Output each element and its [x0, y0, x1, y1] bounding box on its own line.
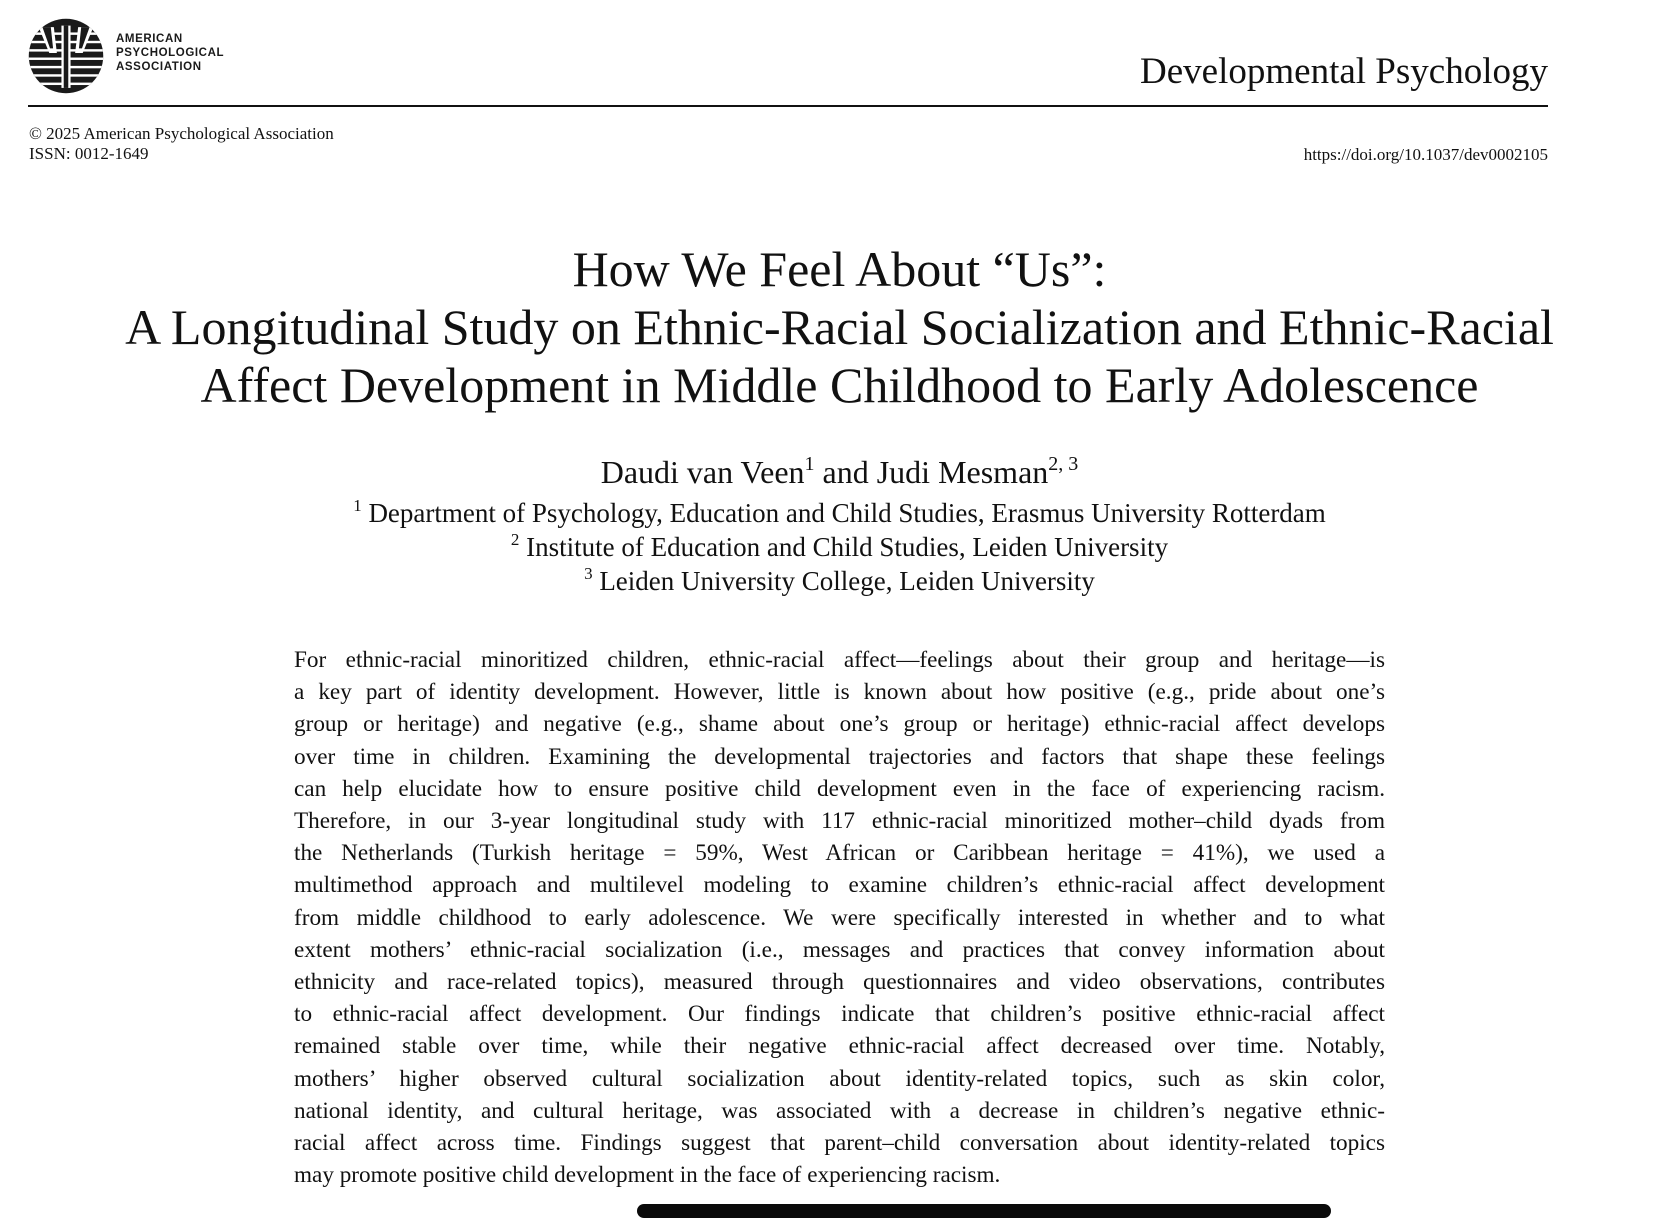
- author-affil-ref: 2, 3: [1048, 453, 1079, 475]
- abstract-line: group or heritage) and negative (e.g., shame about one’s group or heritage) ethnic-racial affect develops: [294, 711, 1385, 738]
- affiliation: [28, 530, 1651, 564]
- affiliation-number: 3: [584, 564, 593, 583]
- abstract-line: the Netherlands (Turkish heritage = 59%, West African or Caribbean heritage = 41%), we used a: [294, 840, 1385, 867]
- abstract-line: For ethnic-racial minoritized children, ethnic-racial affect—feelings about their group and heritage—is: [294, 647, 1385, 673]
- affiliation-text: Leiden University College, Leiden University: [599, 566, 1095, 596]
- title-line: A Longitudinal Study on Ethnic-Racial Socialization and Ethnic-Racial: [125, 299, 1554, 355]
- abstract-line: Therefore, in our 3-year longitudinal study with 117 ethnic-racial minoritized mother–child dyads from: [294, 808, 1385, 835]
- apa-logo-icon: [28, 18, 104, 94]
- publisher-logo: [28, 18, 224, 94]
- affiliation-text: Department of Psychology, Education and Child Studies, Erasmus University Rotterdam: [368, 498, 1326, 528]
- abstract-line: racial affect across time. Findings suggest that parent–child conversation about identity-related topics: [294, 1130, 1385, 1157]
- affiliation-number: 2: [510, 530, 520, 549]
- logo-line: AMERICAN: [116, 33, 183, 45]
- author-name: Judi Mesman: [876, 454, 1049, 490]
- article-title: [28, 240, 1651, 414]
- author-name: Daudi van Veen: [600, 454, 805, 490]
- affiliation-list: [28, 496, 1651, 598]
- issn: ISSN: 0012-1649: [29, 144, 149, 163]
- affiliation: [28, 496, 1651, 530]
- abstract-line: extent mothers’ ethnic-racial socialization (i.e., messages and practices that convey information about: [294, 936, 1385, 963]
- abstract-line: multimethod approach and multilevel modeling to examine children’s ethnic-racial affect development: [294, 872, 1385, 899]
- title-line: Affect Development in Middle Childhood to Early Adolescence: [200, 357, 1479, 413]
- publication-meta: [29, 124, 334, 164]
- logo-line: PSYCHOLOGICAL: [116, 47, 225, 59]
- affiliation: [28, 564, 1651, 598]
- publisher-name: [116, 32, 224, 74]
- abstract-line: may promote positive child development in the face of experiencing racism.: [294, 1162, 1001, 1189]
- author-affil-ref: 1: [804, 453, 815, 475]
- header-divider: [28, 105, 1548, 107]
- affiliation-number: 1: [353, 496, 362, 515]
- copyright-notice: © 2025 American Psychological Association: [29, 124, 334, 143]
- abstract-line: to ethnic-racial affect development. Our findings indicate that children’s positive ethnic-racial affect: [294, 1001, 1385, 1028]
- author-conjunction: and: [822, 454, 869, 490]
- abstract-line: ethnicity and race-related topics), measured through questionnaires and video observations, contributes: [294, 969, 1385, 996]
- affiliation-text: Institute of Education and Child Studies, Leiden University: [526, 532, 1169, 562]
- abstract-line: from middle childhood to early adolescence. We were specifically interested in whether and to what: [294, 904, 1385, 931]
- journal-name: Developmental Psychology: [1140, 51, 1548, 92]
- abstract-line: a key part of identity development. However, little is known about how positive (e.g., pride about one’s: [294, 679, 1385, 706]
- title-line: How We Feel About “Us”:: [572, 241, 1107, 297]
- scroll-indicator-bar: [637, 1204, 1331, 1218]
- abstract-line: mothers’ higher observed cultural socialization about identity-related topics, such as skin color,: [294, 1065, 1385, 1092]
- doi-link[interactable]: https://doi.org/10.1037/dev0002105: [1303, 145, 1548, 164]
- abstract-line: over time in children. Examining the developmental trajectories and factors that shape these feelings: [294, 743, 1385, 770]
- author-list: [28, 454, 1651, 490]
- abstract-line: national identity, and cultural heritage, was associated with a decrease in children’s negative ethnic-: [294, 1097, 1385, 1124]
- logo-line: ASSOCIATION: [116, 61, 202, 73]
- abstract-line: remained stable over time, while their negative ethnic-racial affect decreased over time. Notably,: [294, 1033, 1385, 1060]
- abstract: [294, 644, 1385, 1191]
- abstract-line: can help elucidate how to ensure positive child development even in the face of experiencing racism.: [294, 775, 1385, 802]
